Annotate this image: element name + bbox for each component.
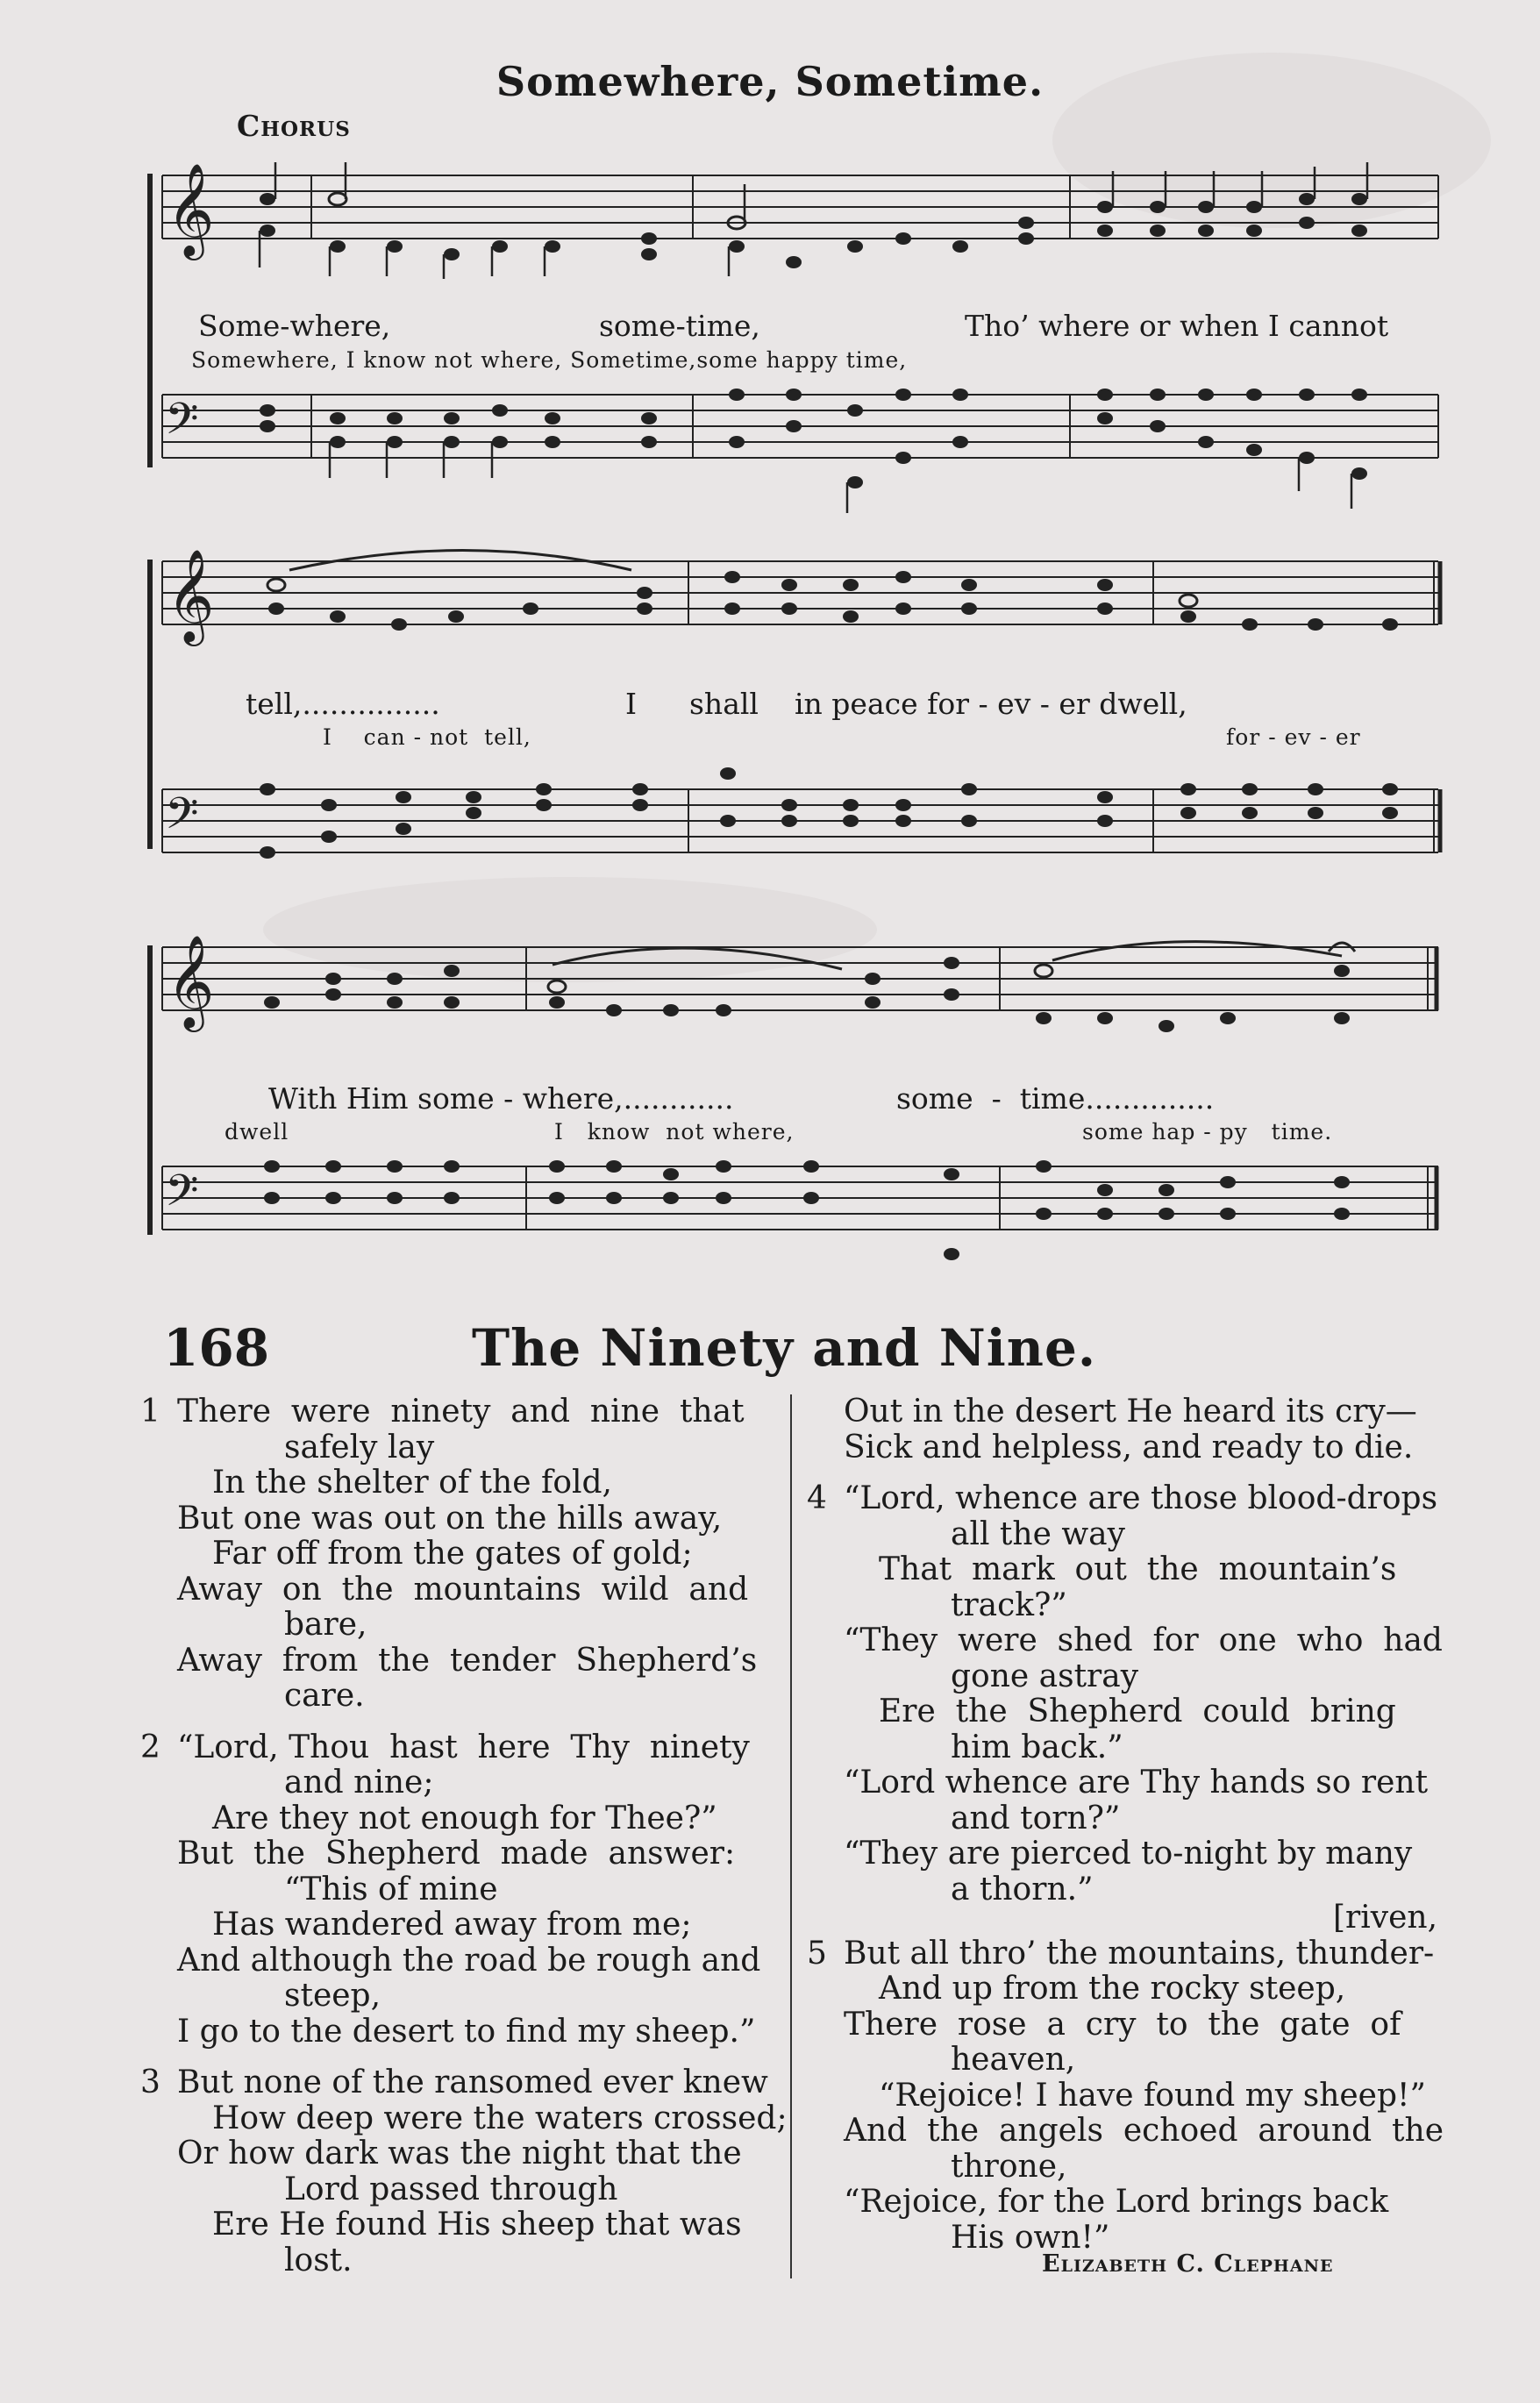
verse-number: 1 <box>140 1394 160 1430</box>
verse-line: I go to the desert to find my sheep.” <box>177 2013 756 2050</box>
verse-line: gone astray <box>951 1658 1139 1694</box>
verse-line: Out in the desert He heard its cry— <box>844 1394 1417 1430</box>
lyric-line: Tho’ where or when I cannot <box>965 309 1389 343</box>
bass-staff-system-3 <box>140 1131 1447 1289</box>
system-brace <box>147 560 153 849</box>
lyric-line: With Him some - where,............ <box>268 1081 734 1116</box>
verse-line: There rose a cry to the gate of <box>844 2006 1401 2043</box>
verse-line: Sick and helpless, and ready to die. <box>844 1429 1414 1465</box>
svg-text:𝄢: 𝄢 <box>165 788 199 850</box>
hymn-number: 168 <box>163 1318 270 1378</box>
verse-line: “They are pierced to-night by many <box>844 1836 1413 1872</box>
verse-line: and nine; <box>284 1765 434 1800</box>
lyric-secondary: some hap - py time. <box>1082 1119 1333 1144</box>
verse-line: “They were shed for one who had <box>844 1622 1443 1658</box>
verse-line: lost. <box>284 2242 353 2278</box>
verse-line: bare, <box>284 1607 367 1643</box>
verse-line: “This of mine <box>284 1871 498 1907</box>
treble-staff-system-3 <box>140 921 1447 1052</box>
verse-line: 3 But none of the ransomed ever knew <box>140 2064 768 2100</box>
lyric-line: in peace for - ev - er dwell, <box>795 687 1187 721</box>
verse-line: Away on the mountains wild and <box>177 1571 749 1608</box>
verse-line: Away from the tender Shepherd’s <box>177 1642 758 1679</box>
verse-line: steep, <box>284 1978 381 2014</box>
verse-line: Far off from the gates of gold; <box>212 1536 693 1572</box>
verse-line: “Lord whence are Thy hands so rent <box>844 1765 1429 1800</box>
verse-line: And although the road be rough and <box>177 1942 761 1979</box>
song-title: Somewhere, Sometime. <box>496 58 1044 105</box>
verse-line: 4 “Lord, whence are those blood-drops <box>807 1480 1438 1516</box>
verse-line: throne, <box>951 2148 1067 2185</box>
verse-line: all the way <box>951 1515 1125 1552</box>
lyric-secondary: Somewhere, I know not where, Sometime,some happy time, <box>191 347 908 373</box>
bass-staff-system-2 <box>140 745 1447 895</box>
verse-line: In the shelter of the fold, <box>212 1465 612 1501</box>
treble-staff-system-2 <box>140 535 1447 667</box>
svg-text:𝄢: 𝄢 <box>165 1166 199 1227</box>
lyric-line: Some-where, <box>198 309 391 343</box>
lyric-line: shall <box>689 687 759 721</box>
verse-line: Has wandered away from me; <box>212 1907 692 1943</box>
lyric-secondary: for - ev - er <box>1226 724 1361 750</box>
left-column <box>140 1394 788 2278</box>
verse-line: And the angels echoed around the <box>844 2113 1444 2149</box>
verse-line: Are they not enough for Thee?” <box>212 1800 717 1836</box>
verse-number: 4 <box>807 1480 827 1516</box>
right-column <box>807 1394 1447 2256</box>
svg-text:𝄞: 𝄞 <box>167 548 215 642</box>
verse-line: That mark out the mountain’s <box>879 1551 1397 1587</box>
verse-line: But one was out on the hills away, <box>177 1500 723 1537</box>
verse-number: 5 <box>807 1935 827 1972</box>
verse-line: 1 There were ninety and nine that <box>140 1394 745 1430</box>
verse-number: 3 <box>140 2064 160 2100</box>
hymn-title: The Ninety and Nine. <box>472 1318 1097 1378</box>
svg-text:𝄢: 𝄢 <box>165 394 199 455</box>
verse-number: 2 <box>140 1729 160 1765</box>
lyric-secondary: dwell <box>225 1119 289 1144</box>
verse-line: track?” <box>951 1587 1067 1623</box>
verse-line: Ere He found His sheep that was <box>212 2207 742 2243</box>
verse-line: [riven, <box>1333 1900 1438 1936</box>
lyric-line: tell,............... <box>246 687 440 721</box>
verse-line: care. <box>284 1678 365 1714</box>
verse-line: Ere the Shepherd could bring <box>879 1694 1396 1729</box>
svg-text:𝄞: 𝄞 <box>167 162 215 256</box>
lyric-secondary: I know not where, <box>554 1119 795 1144</box>
lyric-line: some - time.............. <box>896 1081 1215 1116</box>
verse-line: How deep were the waters crossed; <box>212 2100 788 2136</box>
verse-line: and torn?” <box>951 1800 1121 1836</box>
verse-line: him back.” <box>951 1729 1123 1765</box>
chorus-label: Chorus <box>237 109 351 143</box>
verse-line: heaven, <box>951 2042 1076 2078</box>
verse-line: safely lay <box>284 1429 435 1465</box>
column-divider <box>790 1394 792 2278</box>
lyric-line: some-time, <box>599 309 760 343</box>
verse-line: a thorn.” <box>951 1871 1094 1907</box>
lyric-secondary: I can - not tell, <box>323 724 531 750</box>
system-brace <box>147 945 153 1235</box>
verse-line: But the Shepherd made answer: <box>177 1836 736 1872</box>
verse-line: 2 “Lord, Thou hast here Thy ninety <box>140 1729 750 1765</box>
verse-line: Lord passed through <box>284 2171 618 2207</box>
svg-text:𝄞: 𝄞 <box>167 934 215 1028</box>
verse-line: Or how dark was the night that the <box>177 2136 742 2171</box>
verse-line: “Rejoice, for the Lord brings back <box>844 2184 1389 2220</box>
verse-line: “Rejoice! I have found my sheep!” <box>879 2077 1426 2114</box>
treble-staff-system-1 <box>140 158 1447 281</box>
lyric-line: I <box>625 687 638 721</box>
author-credit: Elizabeth C. Clephane <box>1042 2250 1334 2278</box>
verse-line: 5 But all thro’ the mountains, thunder- <box>807 1935 1435 1972</box>
verse-line: His own!” <box>951 2219 1110 2256</box>
verse-line: And up from the rocky steep, <box>879 1971 1346 2007</box>
bass-staff-system-1 <box>140 368 1447 517</box>
system-brace <box>147 174 153 467</box>
